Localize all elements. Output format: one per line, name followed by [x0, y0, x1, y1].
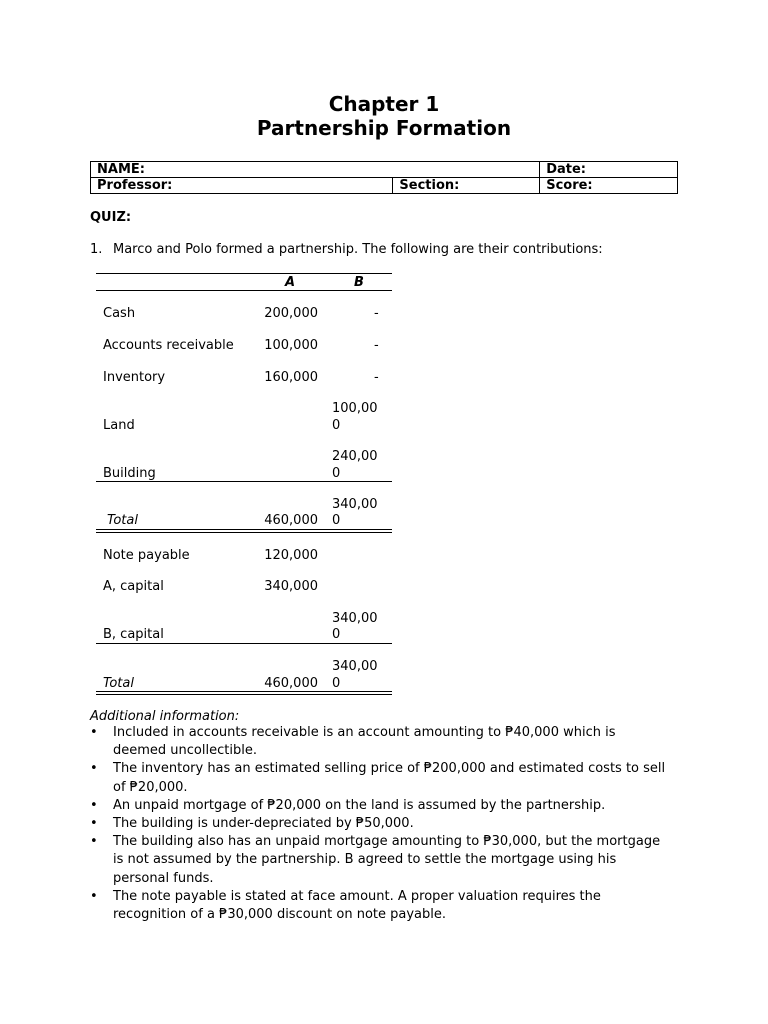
- row-label-inventory: Inventory: [103, 370, 166, 385]
- list-item: [90, 833, 680, 888]
- row-value-b-line2: 0: [332, 676, 341, 691]
- subtotal-rule: [96, 643, 392, 644]
- section-field: Section:: [393, 178, 540, 194]
- row-value-b-line2: 0: [332, 466, 341, 481]
- list-item: [90, 797, 680, 815]
- total-double-rule: [96, 529, 392, 533]
- quiz-heading: QUIZ:: [90, 210, 132, 225]
- row-label-a-capital: A, capital: [103, 579, 164, 594]
- list-item-text-line: The note payable is stated at face amount. A proper valuation requires the: [113, 888, 601, 904]
- list-item: [90, 888, 680, 924]
- row-label-land: Land: [103, 418, 135, 433]
- row-label-accounts-receivable: Accounts receivable: [103, 338, 234, 353]
- row-label-note-payable: Note payable: [103, 548, 190, 563]
- total-double-rule: [96, 691, 392, 695]
- list-item-text-line: The inventory has an estimated selling price of ₱200,000 and estimated costs to sell: [113, 761, 666, 777]
- list-item: [90, 760, 680, 796]
- question-number: 1.: [90, 242, 103, 257]
- row-value-b: -: [374, 306, 379, 321]
- row-value-b-line1: 340,00: [332, 497, 378, 512]
- column-header-b: B: [354, 275, 364, 290]
- row-value-b-line1: 340,00: [332, 611, 378, 626]
- row-value-a: 200,000: [264, 306, 318, 321]
- row-value-a: 100,000: [264, 338, 318, 353]
- row-value-a: 460,000: [264, 513, 318, 528]
- question-1: [90, 242, 603, 257]
- column-header-a: A: [285, 275, 296, 290]
- header-rule: [96, 290, 392, 291]
- subtotal-rule: [96, 481, 392, 482]
- row-label-cash: Cash: [103, 306, 136, 321]
- row-value-b-line1: 100,00: [332, 401, 378, 416]
- row-value-a: 340,000: [264, 579, 318, 594]
- list-item-text-line: personal funds.: [113, 870, 214, 886]
- bullet-icon: •: [90, 888, 98, 904]
- row-value-b-line2: 0: [332, 418, 341, 433]
- professor-field: Professor:: [91, 178, 393, 194]
- bullet-icon: •: [90, 761, 98, 777]
- list-item-text-line: The building is under-depreciated by ₱50,000.: [113, 816, 414, 832]
- list-item-text-line: recognition of a ₱30,000 discount on note payable.: [113, 907, 447, 923]
- bullet-icon: •: [90, 725, 98, 740]
- row-value-b-line1: 240,00: [332, 449, 378, 464]
- list-item: [90, 815, 680, 833]
- row-value-b-line2: 0: [332, 627, 341, 642]
- chapter-title: Chapter 1: [328, 92, 440, 116]
- bullet-icon: •: [90, 816, 98, 832]
- list-item-text-line: deemed uncollectible.: [113, 743, 257, 759]
- question-text: Marco and Polo formed a partnership. The following are their contributions:: [113, 242, 603, 257]
- row-value-a: 160,000: [264, 370, 318, 385]
- row-value-b: -: [374, 338, 379, 353]
- row-label-total-equities: Total: [103, 676, 134, 691]
- row-value-b: -: [374, 370, 379, 385]
- list-item-text-line: An unpaid mortgage of ₱20,000 on the land is assumed by the partnership.: [113, 797, 606, 813]
- score-field: Score:: [540, 178, 678, 194]
- bullet-icon: •: [90, 797, 98, 813]
- additional-info-list: [90, 724, 680, 924]
- list-item-text-line: of ₱20,000.: [113, 779, 188, 795]
- additional-info-heading: Additional information:: [90, 709, 240, 724]
- row-value-b-line1: 340,00: [332, 659, 378, 674]
- table-top-rule: [96, 273, 392, 274]
- list-item-text-line: The building also has an unpaid mortgage amounting to ₱30,000, but the mortgage: [113, 834, 661, 850]
- row-value-b-line2: 0: [332, 513, 341, 528]
- row-label-total-assets: Total: [107, 513, 138, 528]
- date-field: Date:: [540, 162, 678, 178]
- chapter-subtitle: Partnership Formation: [256, 116, 512, 140]
- student-info-table: [90, 161, 678, 194]
- bullet-icon: •: [90, 834, 98, 850]
- row-value-a: 120,000: [264, 548, 318, 563]
- row-value-a: 460,000: [264, 676, 318, 691]
- list-item-text-line: Included in accounts receivable is an account amounting to ₱40,000 which is: [113, 725, 616, 740]
- name-field: NAME:: [91, 162, 540, 178]
- row-label-b-capital: B, capital: [103, 627, 164, 642]
- list-item-text-line: is not assumed by the partnership. B agreed to settle the mortgage using his: [113, 852, 617, 868]
- row-label-building: Building: [103, 466, 156, 481]
- list-item: [90, 724, 680, 760]
